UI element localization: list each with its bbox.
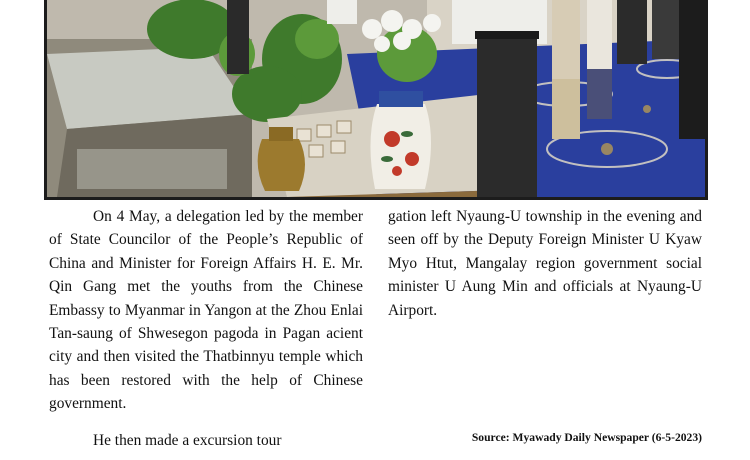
article-left-column (49, 205, 363, 452)
news-photo-illustration (47, 0, 705, 197)
source-credit: Source: Myawady Daily Newspaper (6-5-2023) (471, 431, 702, 444)
article-paragraph-2: He then made a excursion tour (93, 431, 282, 449)
news-photo (44, 0, 708, 200)
article-right-column (388, 205, 702, 322)
article-paragraph-1: On 4 May, a delegation led by the member of State Councilor of the People’s Republic of China and Minister for Foreign Affairs H. E. Mr. Qin Gang met the youths from the Chinese Embassy to Myanmar in Yangon at the Zhou Enlai Tan-saung of Shwesegon pagoda in Pagan acient city and then visited the Thatbinnyu temple which has been restored with the help of Chinese government. (49, 208, 363, 413)
article-paragraph-continued: gation left Nyaung-U township in the evening and seen off by the Deputy Foreign Minister U Kyaw Myo Htut, Mangalay region government social minister U Aung Min and officials at Nyaung-U Airport. (388, 208, 702, 319)
